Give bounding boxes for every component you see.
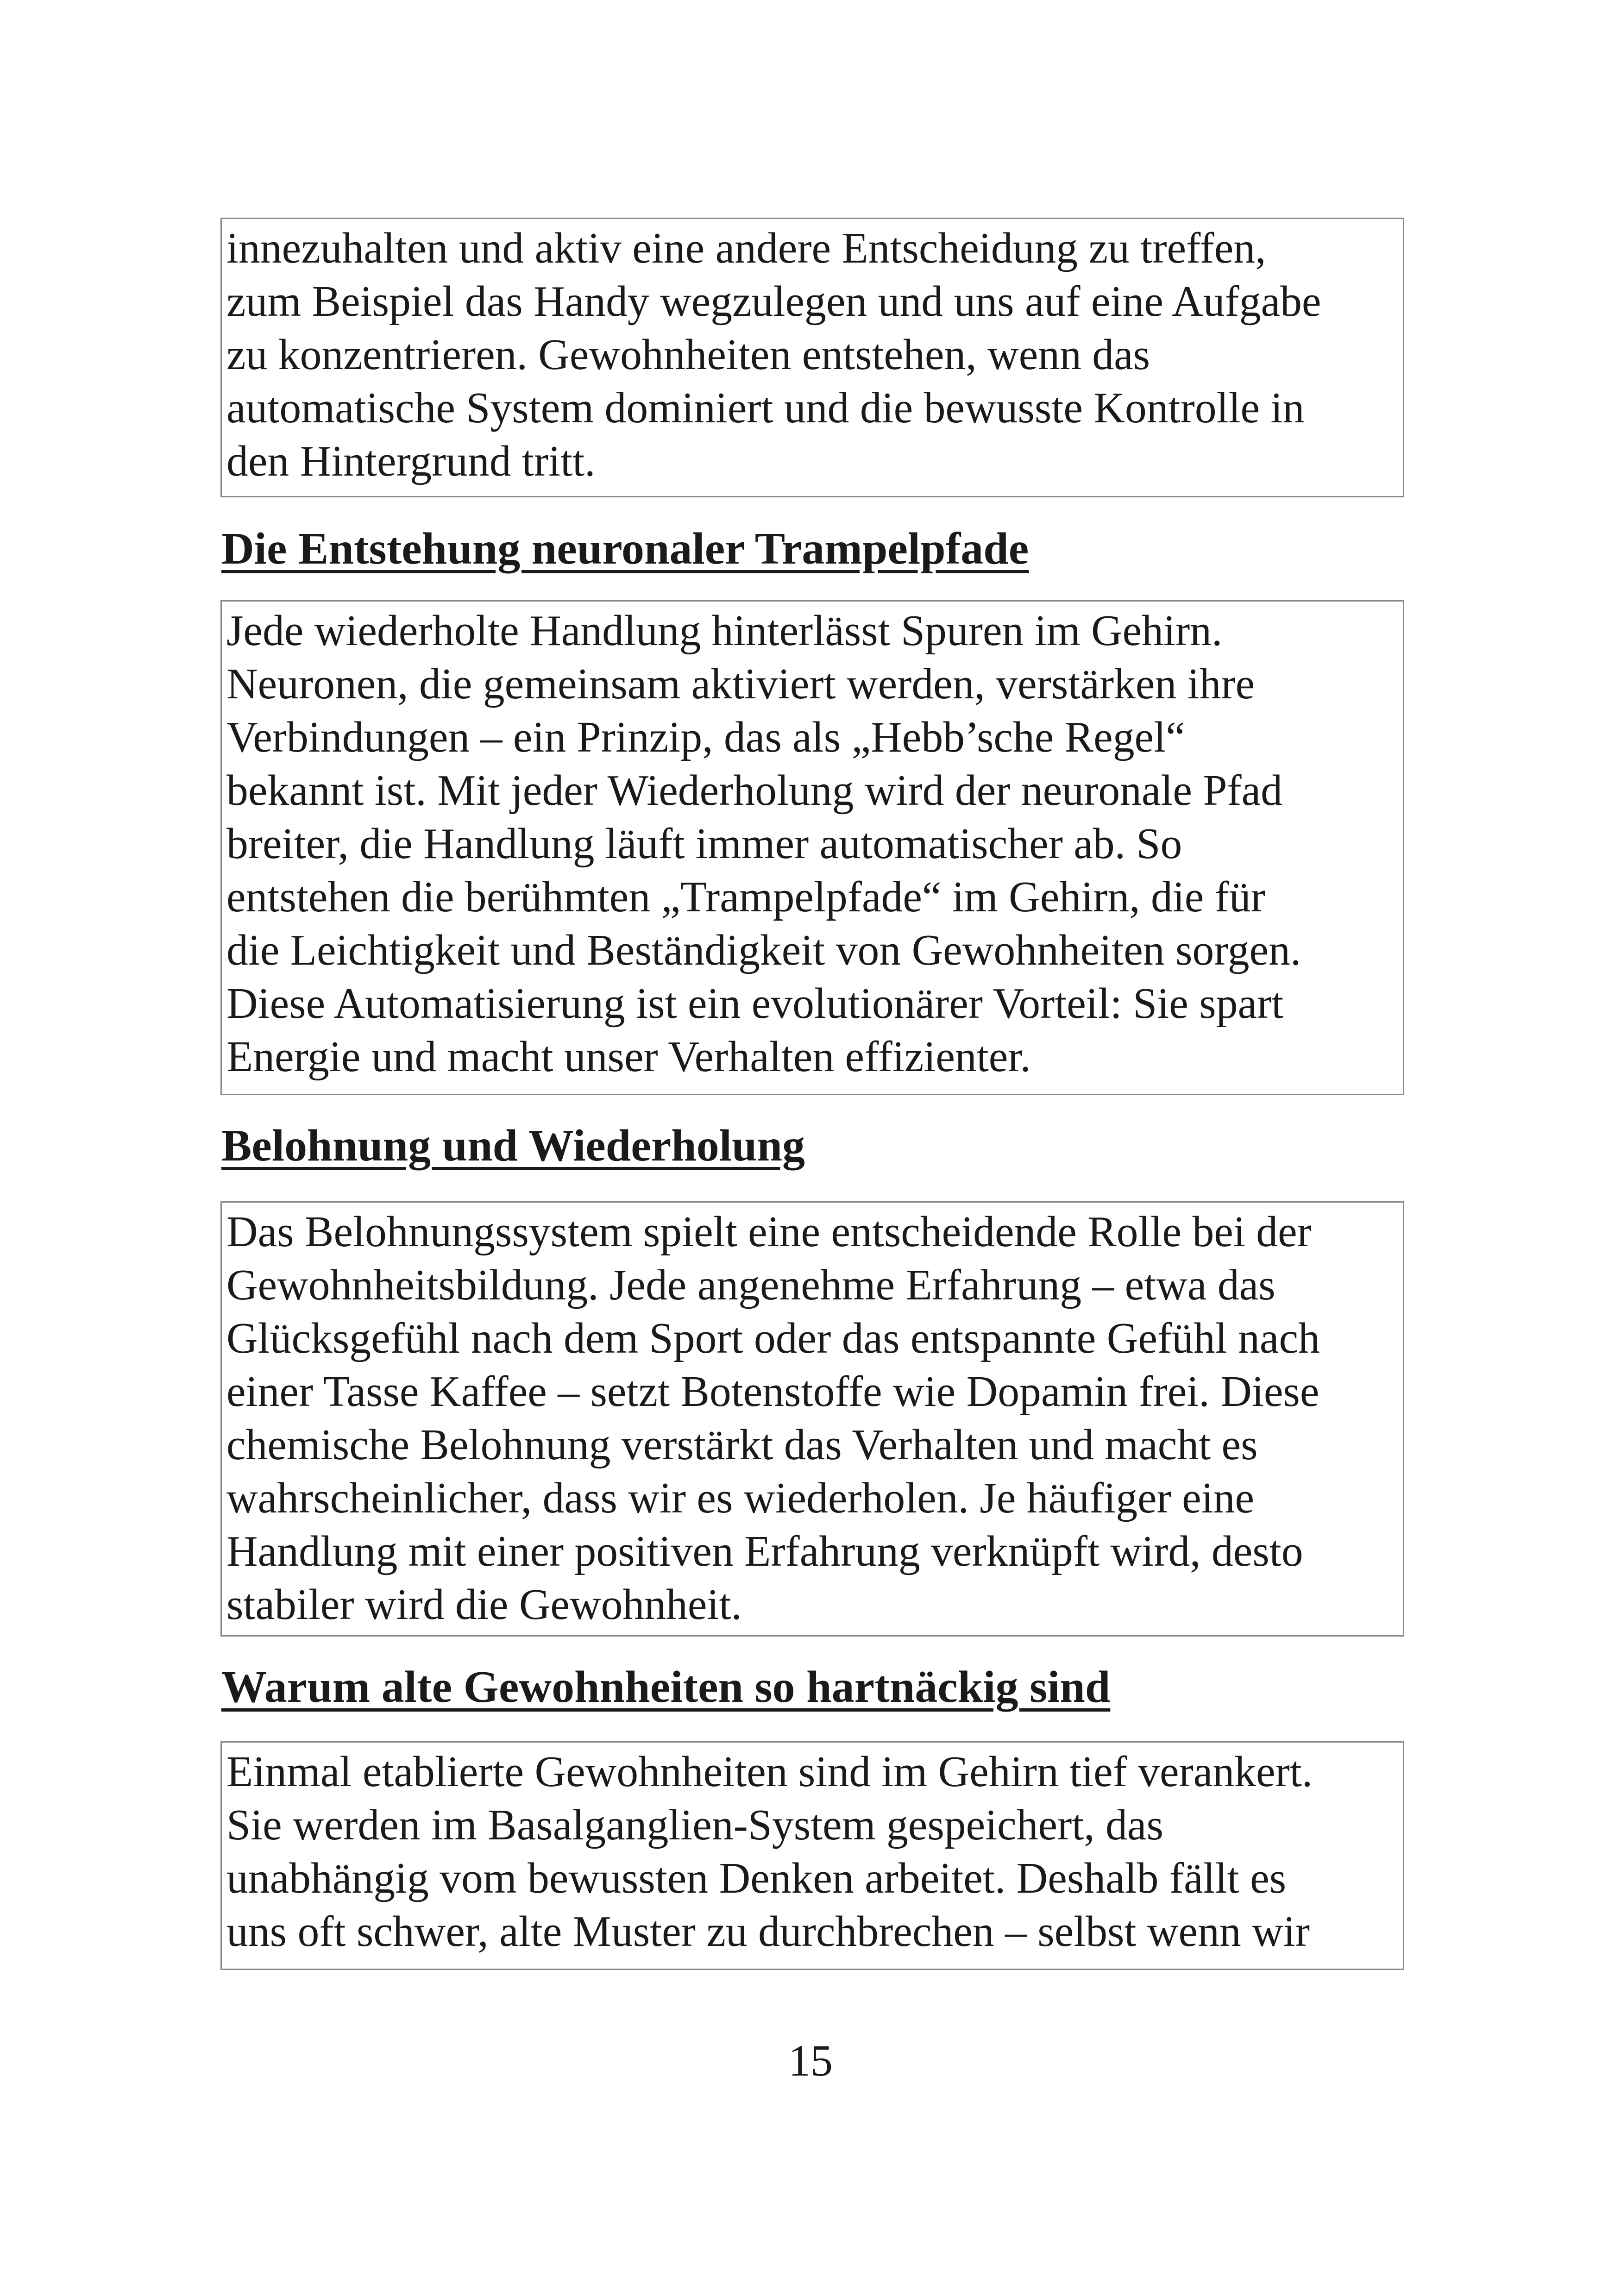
- text-line: entstehen die berühmten „Trampelpfade“ im Gehirn, die für: [226, 873, 1265, 921]
- text-line: einer Tasse Kaffee – setzt Botenstoffe wie Dopamin frei. Diese: [226, 1368, 1319, 1416]
- section-heading: Die Entstehung neuronaler Trampelpfade: [221, 524, 1029, 574]
- text-line: zu konzentrieren. Gewohnheiten entstehen, wenn das: [226, 331, 1150, 379]
- text-line: Diese Automatisierung ist ein evolutionärer Vorteil: Sie spart: [226, 979, 1284, 1028]
- text-line: stabiler wird die Gewohnheit.: [226, 1581, 742, 1629]
- text-line: zum Beispiel das Handy wegzulegen und uns auf eine Aufgabe: [226, 277, 1321, 326]
- text-line: Sie werden im Basalganglien-System gespeichert, das: [226, 1801, 1163, 1849]
- paragraph: [226, 1745, 1403, 1958]
- text-line: automatische System dominiert und die bewusste Kontrolle in: [226, 384, 1305, 432]
- text-line: Verbindungen – ein Prinzip, das als „Hebb’sche Regel“: [226, 713, 1185, 761]
- text-line: den Hintergrund tritt.: [226, 437, 596, 485]
- paragraph: [226, 222, 1403, 488]
- page-number: 15: [788, 2036, 833, 2085]
- paragraph: [226, 604, 1403, 1084]
- text-line: breiter, die Handlung läuft immer automatischer ab. So: [226, 820, 1182, 868]
- text-line: bekannt ist. Mit jeder Wiederholung wird der neuronale Pfad: [226, 766, 1283, 815]
- text-line: unabhängig vom bewussten Denken arbeitet. Deshalb fällt es: [226, 1854, 1287, 1902]
- text-line: chemische Belohnung verstärkt das Verhalten und macht es: [226, 1421, 1258, 1469]
- paragraph-box: [220, 600, 1404, 1095]
- section-heading: Belohnung und Wiederholung: [221, 1121, 805, 1171]
- text-line: Neuronen, die gemeinsam aktiviert werden, verstärken ihre: [226, 660, 1255, 708]
- text-line: wahrscheinlicher, dass wir es wiederholen. Je häufiger eine: [226, 1474, 1255, 1522]
- text-line: die Leichtigkeit und Beständigkeit von Gewohnheiten sorgen.: [226, 926, 1301, 974]
- paragraph-box: [220, 218, 1404, 497]
- text-line: Handlung mit einer positiven Erfahrung verknüpft wird, desto: [226, 1527, 1303, 1575]
- paragraph-box: [220, 1201, 1404, 1637]
- section-heading: Warum alte Gewohnheiten so hartnäckig sind: [221, 1662, 1111, 1712]
- text-line: Gewohnheitsbildung. Jede angenehme Erfahrung – etwa das: [226, 1261, 1275, 1309]
- paragraph: [226, 1205, 1403, 1631]
- text-line: Das Belohnungssystem spielt eine entscheidende Rolle bei der: [226, 1208, 1312, 1256]
- text-line: Glücksgefühl nach dem Sport oder das entspannte Gefühl nach: [226, 1314, 1320, 1362]
- text-line: uns oft schwer, alte Muster zu durchbrechen – selbst wenn wir: [226, 1907, 1310, 1956]
- text-line: Jede wiederholte Handlung hinterlässt Spuren im Gehirn.: [226, 607, 1223, 655]
- text-line: Energie und macht unser Verhalten effizienter.: [226, 1033, 1031, 1081]
- text-line: Einmal etablierte Gewohnheiten sind im Gehirn tief verankert.: [226, 1748, 1313, 1796]
- text-line: innezuhalten und aktiv eine andere Entscheidung zu treffen,: [226, 224, 1266, 272]
- paragraph-box: [220, 1741, 1404, 1970]
